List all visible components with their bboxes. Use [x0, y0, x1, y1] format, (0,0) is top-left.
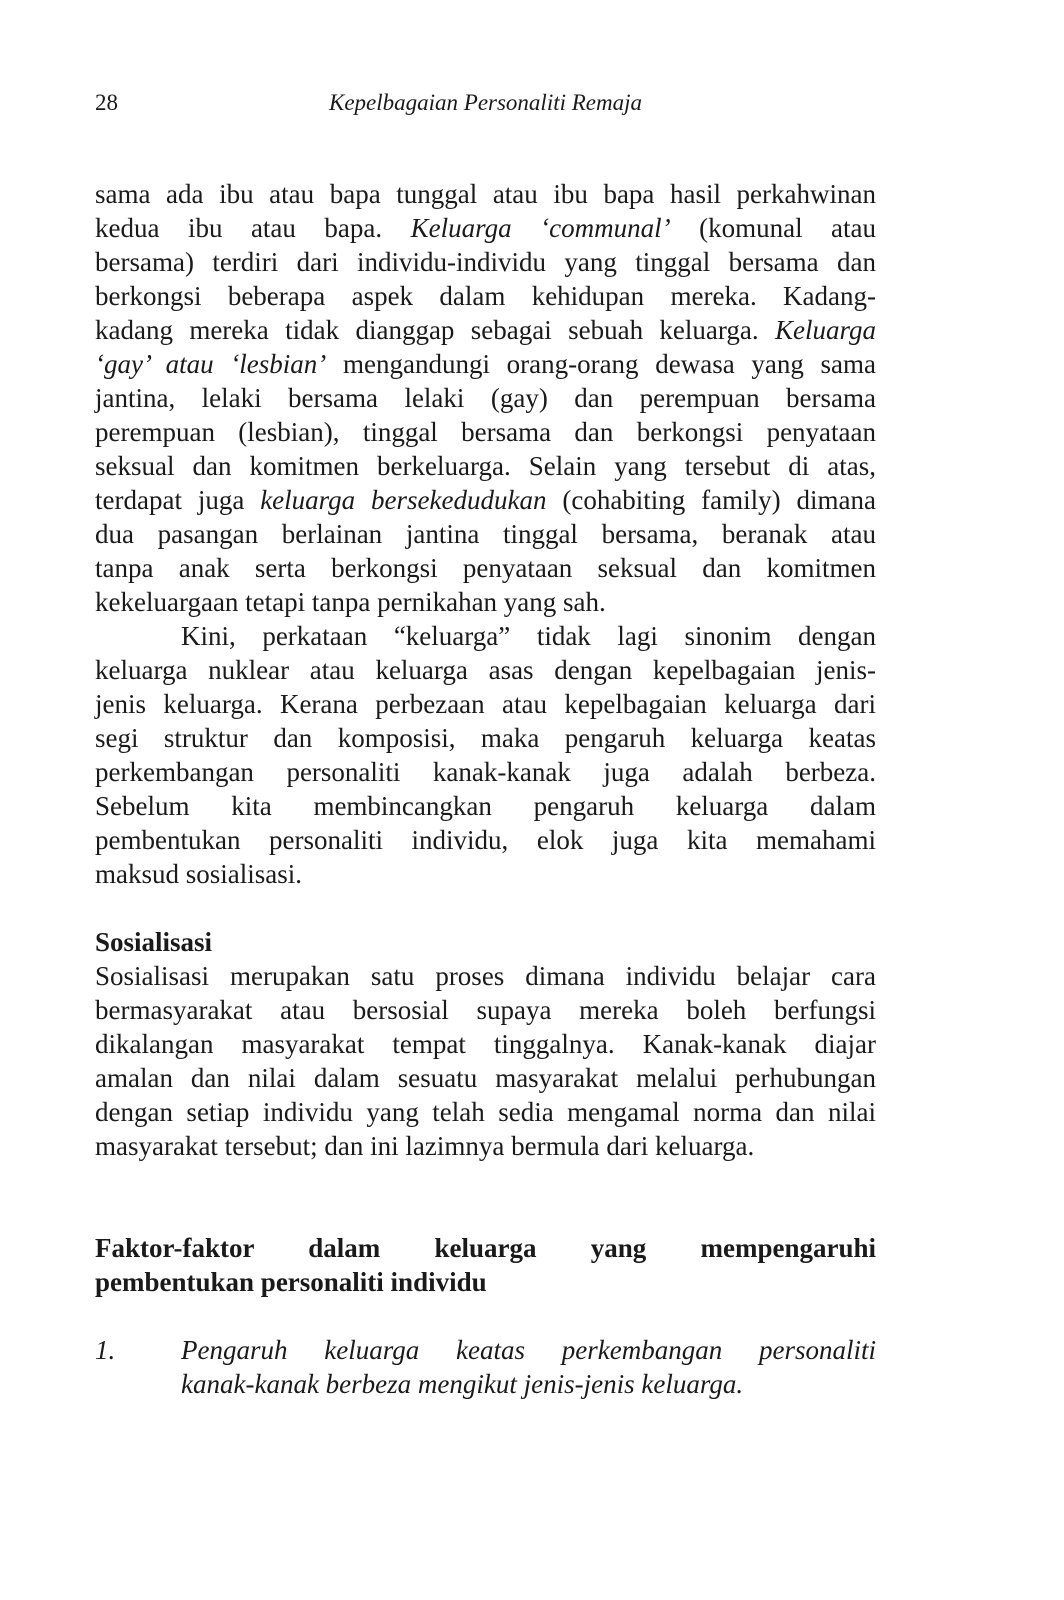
italic-term: Keluarga: [775, 315, 876, 345]
text-line: terdapat juga keluarga bersekedudukan (cohabiting family) dimana: [95, 485, 876, 515]
running-title: Kepelbagaian Personaliti Remaja: [328, 90, 642, 115]
list-number: 1.: [95, 1335, 116, 1365]
text-line: perempuan (lesbian), tinggal bersama dan berkongsi penyataan: [95, 417, 876, 447]
section-heading: Sosialisasi: [95, 927, 213, 957]
text-line: Kini, perkataan “keluarga” tidak lagi sinonim dengan: [181, 621, 876, 651]
text-line: kekeluargaan tetapi tanpa pernikahan yang sah.: [95, 587, 606, 617]
text-line: masyarakat tersebut; dan ini lazimnya bermula dari keluarga.: [95, 1131, 755, 1161]
text-line: maksud sosialisasi.: [95, 859, 302, 889]
text-line: jantina, lelaki bersama lelaki (gay) dan perempuan bersama: [95, 383, 876, 413]
page-number: 28: [95, 90, 118, 115]
text-line: tanpa anak serta berkongsi penyataan seksual dan komitmen: [95, 553, 876, 583]
text-line: dengan setiap individu yang telah sedia mengamal norma dan nilai: [95, 1097, 876, 1127]
page-body: [95, 177, 876, 1401]
list-item: [95, 1333, 876, 1401]
text-line: bermasyarakat atau bersosial supaya mereka boleh berfungsi: [95, 995, 876, 1025]
text-line: dikalangan masyarakat tempat tinggalnya. Kanak-kanak diajar: [95, 1029, 876, 1059]
text-line: kadang mereka tidak dianggap sebagai sebuah keluarga. Keluarga: [95, 315, 876, 345]
text-line: Sosialisasi merupakan satu proses dimana individu belajar cara: [95, 961, 876, 991]
text-line: dua pasangan berlainan jantina tinggal bersama, beranak atau: [95, 519, 876, 549]
paragraph-1: [95, 177, 876, 619]
italic-term: keluarga bersekedudukan: [260, 485, 547, 515]
section-heading: pembentukan personaliti individu: [95, 1267, 487, 1297]
text-line: bersama) terdiri dari individu-individu yang tinggal bersama dan: [95, 247, 876, 277]
text-line: sama ada ibu atau bapa tunggal atau ibu bapa hasil perkahwinan: [95, 179, 876, 209]
page-header: [95, 86, 876, 120]
italic-term: ‘gay’ atau ‘lesbian’: [95, 349, 327, 379]
text-line: seksual dan komitmen berkeluarga. Selain yang tersebut di atas,: [95, 451, 876, 481]
text-line: keluarga nuklear atau keluarga asas dengan kepelbagaian jenis-: [95, 655, 876, 685]
text-line: segi struktur dan komposisi, maka pengaruh keluarga keatas: [95, 723, 876, 753]
italic-term: Keluarga ‘communal’: [410, 213, 671, 243]
text-line: amalan dan nilai dalam sesuatu masyarakat melalui perhubungan: [95, 1063, 876, 1093]
section-sosialisasi: [95, 925, 876, 1163]
text-line: berkongsi beberapa aspek dalam kehidupan mereka. Kadang-: [95, 281, 876, 311]
text-line: pembentukan personaliti individu, elok juga kita memahami: [95, 825, 876, 855]
text-line: ‘gay’ atau ‘lesbian’ mengandungi orang-orang dewasa yang sama: [95, 349, 876, 379]
text-line: Pengaruh keluarga keatas perkembangan personaliti: [181, 1335, 876, 1365]
text-line: kedua ibu atau bapa. Keluarga ‘communal’ (komunal atau: [95, 213, 877, 243]
paragraph-2: [95, 619, 876, 891]
text-line: kanak-kanak berbeza mengikut jenis-jenis keluarga.: [181, 1369, 744, 1399]
text-line: perkembangan personaliti kanak-kanak juga adalah berbeza.: [95, 757, 876, 787]
section-heading: Faktor-faktor dalam keluarga yang mempengaruhi: [95, 1233, 876, 1263]
text-line: Sebelum kita membincangkan pengaruh keluarga dalam: [95, 791, 876, 821]
text-line: jenis keluarga. Kerana perbezaan atau kepelbagaian keluarga dari: [95, 689, 876, 719]
section-faktor: [95, 1231, 876, 1401]
